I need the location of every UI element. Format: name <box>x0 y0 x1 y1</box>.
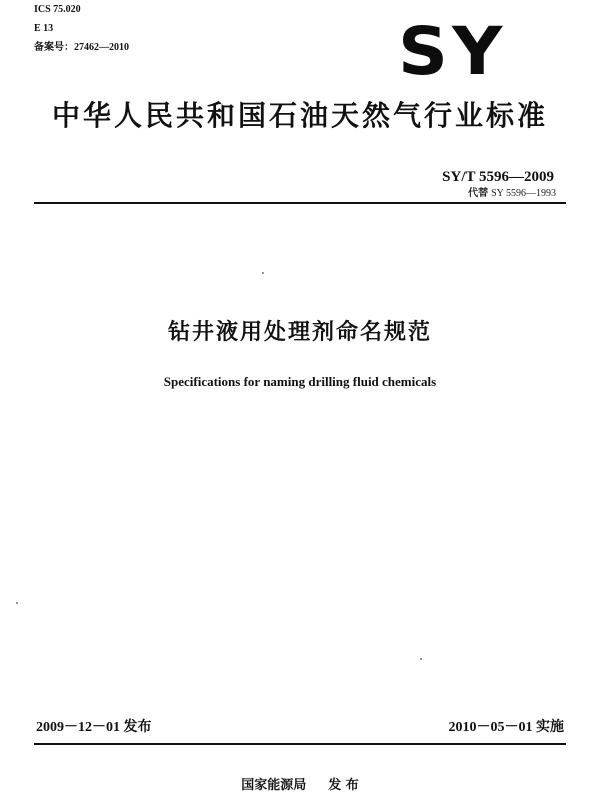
sy-logo: SY <box>398 13 507 90</box>
issuer-name: 国家能源局 <box>241 778 307 793</box>
bottom-divider <box>34 743 566 745</box>
replaces-line <box>468 188 556 200</box>
standard-number: SY/T 5596—2009 <box>442 169 554 185</box>
scan-speck <box>16 602 18 604</box>
scan-speck <box>420 658 422 660</box>
issuer-line <box>0 778 600 794</box>
classification-code: E 13 <box>34 23 54 34</box>
replaces-value: SY 5596—1993 <box>491 188 556 199</box>
ics-code: ICS 75.020 <box>34 4 81 15</box>
record-number: 备案号：27462—2010 <box>34 42 129 53</box>
document-title-en: Specifications for naming drilling fluid chemicals <box>163 374 437 389</box>
top-divider <box>34 202 566 204</box>
scan-speck <box>262 272 264 274</box>
standard-title: 中华人民共和国石油天然气行业标准 <box>51 99 548 132</box>
issuer-action: 发 布 <box>328 778 359 793</box>
document-title-cn: 钻井液用处理剂命名规范 <box>167 320 432 345</box>
effective-date: 2010－05－01 实施 <box>448 720 564 735</box>
issue-date: 2009－12－01 发布 <box>36 720 152 735</box>
replaces-label: 代替 <box>468 188 489 199</box>
